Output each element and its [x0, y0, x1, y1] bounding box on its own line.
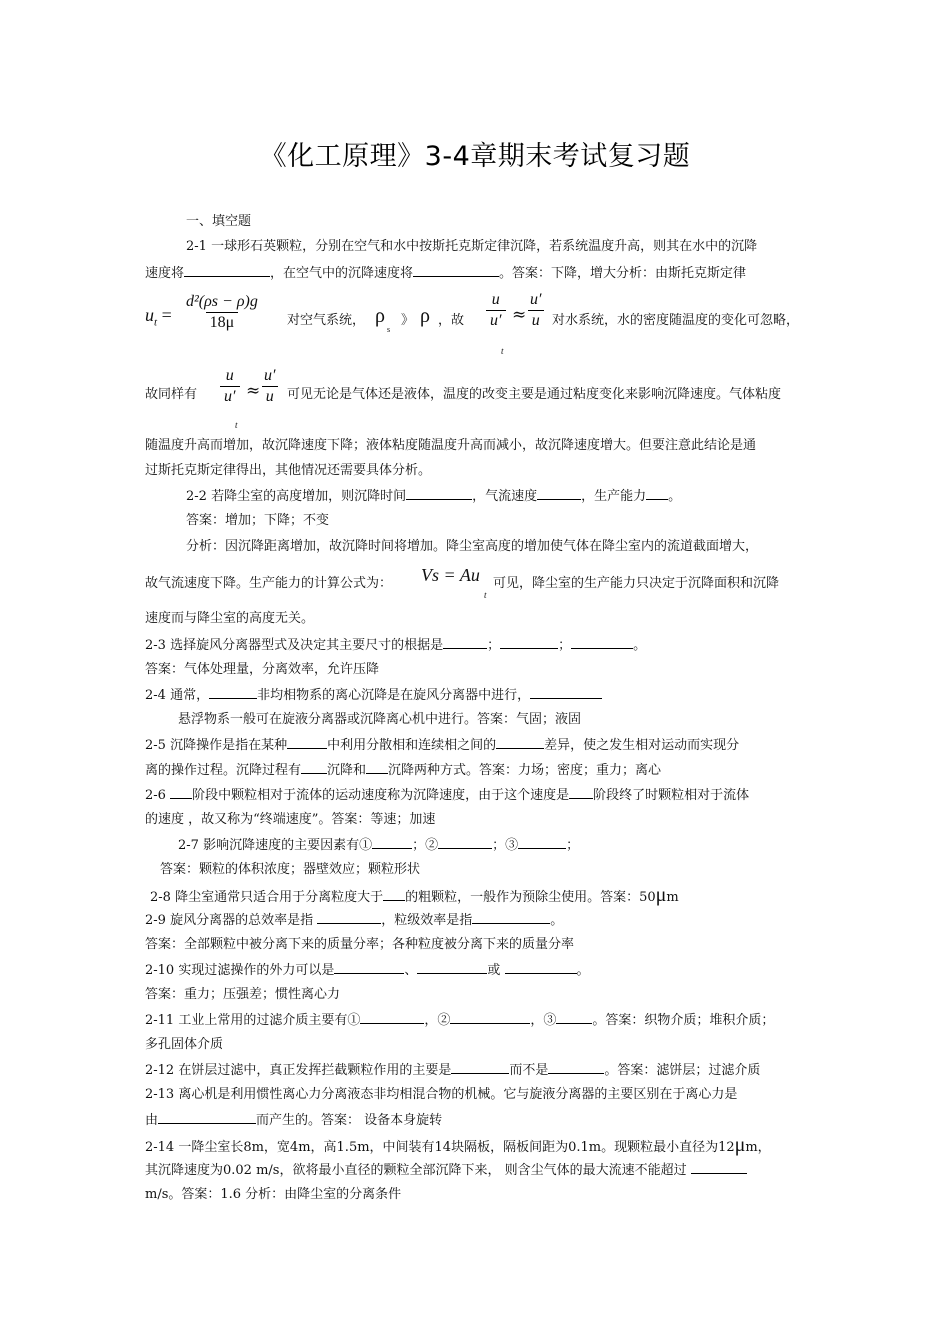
q2-9-answer: 答案：全部颗粒中被分离下来的质量分率；各种粒度被分离下来的质量分率: [145, 937, 575, 952]
water-system-text: 对水系统，水的密度随温度的变化可忽略，: [552, 313, 800, 328]
q2-13-line1: 2-13 离心机是利用惯性离心力分离液态非均相混合物的机械。它与旋液分离器的主要区别在于离心力是: [145, 1087, 738, 1102]
q2-1-line4a: 故同样有: [145, 387, 198, 402]
blank: [646, 487, 668, 500]
blank: [505, 961, 577, 974]
q2-13-line2: 由 而产生的。答案： 设备本身旋转: [145, 1113, 443, 1128]
q2-1-line2: [145, 264, 746, 283]
q2-4-line2: 悬浮物系一般可在旋液分离器或沉降离心机中进行。答案：气固；液固: [178, 712, 582, 727]
blank: [518, 836, 566, 849]
ratio-fraction-3: [220, 366, 240, 407]
rho-s-symbol: ρ: [375, 305, 385, 327]
blank: [556, 1011, 592, 1024]
stokes-ut: $u_t$ =: [145, 305, 172, 329]
q2-1-line5: 随温度升高而增加，故沉降速度下降；液体粘度随温度升高而减小，故沉降速度增大。但要注意此结论是通: [145, 438, 757, 453]
ratio-fraction-2: [526, 290, 546, 331]
blank: [548, 1061, 604, 1074]
blank: [383, 888, 405, 901]
q2-7-answer: 答案：颗粒的体积浓度；器壁效应；颗粒形状: [160, 862, 421, 877]
q2-6-line1: 2-6 阶段中颗粒相对于流体的运动速度称为沉降速度，由于这个速度是 阶段终了时颗粒相对于流体: [145, 788, 750, 803]
blank: [500, 636, 558, 649]
q2-5-line1: 2-5 沉降操作是指在某种 中利用分散相和连续相之间的 差异，使之发生相对运动而实现分: [145, 738, 740, 753]
blank: [413, 264, 499, 277]
blank: [287, 736, 327, 749]
blank: [158, 1111, 256, 1124]
q2-11-line2: 多孔固体介质: [145, 1037, 224, 1052]
q2-10-answer: 答案：重力；压强差；惯性离心力: [145, 987, 341, 1002]
blank: [451, 1061, 509, 1074]
q2-2-analysis-2b: 可见，降尘室的生产能力只决定于沉降面积和沉降: [493, 576, 780, 591]
q2-2-answer: 答案：增加；下降；不变: [186, 513, 330, 528]
q2-10-line1: 2-10 实现过滤操作的外力可以是 、 或 。: [145, 963, 590, 978]
ratio-2-num: u′: [530, 291, 542, 308]
section-heading: 一、填空题: [186, 214, 252, 229]
blank: [372, 836, 412, 849]
q2-1-text-b: ，在空气中的沉降速度将: [270, 266, 414, 281]
ratio-3-subscript: t: [235, 420, 238, 430]
ratio-4-den: u: [262, 386, 278, 407]
q2-4-line1: 2-4 通常， 非均相物系的离心沉降是在旋风分离器中进行，: [145, 686, 602, 705]
stokes-numerator: d²(ρs − ρ)g: [186, 293, 258, 310]
blank: [301, 761, 327, 774]
ratio-fraction-4: [260, 366, 280, 407]
ratio-1-den: u′: [486, 310, 506, 331]
blank: [417, 961, 487, 974]
blank: [496, 736, 544, 749]
q2-5-line2: 离的操作过程。沉降过程有 沉降和 沉降两种方式。答案：力场；密度；重力；离心: [145, 763, 662, 778]
q2-2-line1: 2-2 若降尘室的高度增加，则沉降时间 ，气流速度 ，生产能力 。: [186, 489, 682, 504]
blank: [530, 686, 602, 699]
approx-symbol-2: ≈: [246, 381, 261, 401]
rho-s-subscript: s: [387, 325, 391, 334]
q2-8-line1: 2-8 降尘室通常只适合用于分离粒度大于 的粗颗粒，一般作为预除尘使用。答案：50μm: [150, 884, 679, 906]
capacity-formula: Vs = Au: [421, 565, 480, 585]
blank: [209, 686, 257, 699]
ratio-3-num: u: [225, 367, 234, 384]
q2-1-text-a: 速度将: [145, 266, 185, 281]
stokes-denominator: 18μ: [206, 312, 239, 333]
approx-symbol: ≈: [512, 305, 527, 325]
q2-12-line1: 2-12 在饼层过滤中，真正发挥拦截颗粒作用的主要是 而不是 。答案：滤饼层；过滤介质: [145, 1063, 761, 1078]
blank: [438, 836, 492, 849]
q2-11-line1: 2-11 工业上常用的过滤介质主要有① ，② ，③ 。答案：织物介质；堆积介质；: [145, 1013, 775, 1028]
q2-1-text-c: 。答案：下降，增大分析：由斯托克斯定律: [499, 266, 747, 281]
stokes-fraction: [182, 292, 262, 333]
blank: [569, 786, 593, 799]
q2-3-answer: 答案：气体处理量，分离效率，允许压降: [145, 662, 380, 677]
q2-9-line1: 2-9 旋风分离器的总效率是指 ，粒级效率是指 。: [145, 913, 564, 928]
much-greater-symbol: 》: [401, 313, 415, 328]
blank: [170, 786, 192, 799]
ratio-2-den: u: [528, 310, 544, 331]
blank: [691, 1161, 747, 1174]
q2-6-line2: 的速度 ，故又称为“终端速度”。答案：等速；加速: [145, 812, 436, 827]
mu-symbol: μ: [655, 884, 667, 906]
blank: [184, 264, 270, 277]
blank: [360, 1011, 424, 1024]
q2-1-line4b: 可见无论是气体还是液体，温度的改变主要是通过粘度变化来影响沉降速度。气体粘度: [287, 387, 782, 402]
page-title: 《化工原理》3-4章期末考试复习题: [259, 141, 691, 172]
blank: [443, 636, 487, 649]
ratio-fraction-1: [486, 290, 506, 331]
blank: [472, 911, 550, 924]
blank: [334, 961, 404, 974]
blank: [366, 761, 388, 774]
ratio-4-num: u′: [264, 367, 276, 384]
blank: [571, 636, 633, 649]
rho-symbol: ρ: [420, 305, 430, 327]
q2-14-line2: 其沉降速度为0.02 m/s，欲将最小直径的颗粒全部沉降下来， 则含尘气体的最大流速不能超过: [145, 1161, 747, 1180]
q2-14-line1: 2-14 一降尘室长8m，宽4m，高1.5m，中间装有14块隔板，隔板间距为0.1m。现颗粒最小直径为12μm，: [145, 1134, 771, 1156]
mu-symbol-2: μ: [734, 1134, 746, 1156]
therefore-text: ，故: [438, 313, 465, 328]
air-system-text: 对空气系统，: [287, 313, 366, 328]
q2-14-line3: m/s。答案：1.6 分析：由降尘室的分离条件: [145, 1187, 402, 1202]
q2-1-line6: 过斯托克斯定律得出，其他情况还需要具体分析。: [145, 463, 432, 478]
blank: [406, 487, 472, 500]
q2-2-analysis-3: 速度而与降尘室的高度无关。: [145, 611, 315, 626]
q2-3-line1: 2-3 选择旋风分离器型式及决定其主要尺寸的根据是 ； ； 。: [145, 638, 647, 653]
q2-2-analysis-1: 分析：因沉降距离增加，故沉降时间将增加。降尘室高度的增加使气体在降尘室内的流道截面增大，: [186, 539, 759, 554]
ratio-3-den: u′: [220, 386, 240, 407]
q2-2-analysis-2a: 故气流速度下降。生产能力的计算公式为：: [145, 576, 393, 591]
q2-7-line1: 2-7 影响沉降速度的主要因素有① ；② ；③ ；: [178, 838, 580, 853]
ratio-1-subscript: t: [501, 346, 504, 356]
capacity-formula-subscript: t: [484, 590, 487, 600]
blank: [537, 487, 581, 500]
ratio-1-num: u: [491, 291, 500, 308]
blank: [450, 1011, 530, 1024]
blank: [317, 911, 381, 924]
q2-1-line1: 2-1 一球形石英颗粒，分别在空气和水中按斯托克斯定律沉降，若系统温度升高，则其在水中的沉降: [186, 239, 758, 254]
